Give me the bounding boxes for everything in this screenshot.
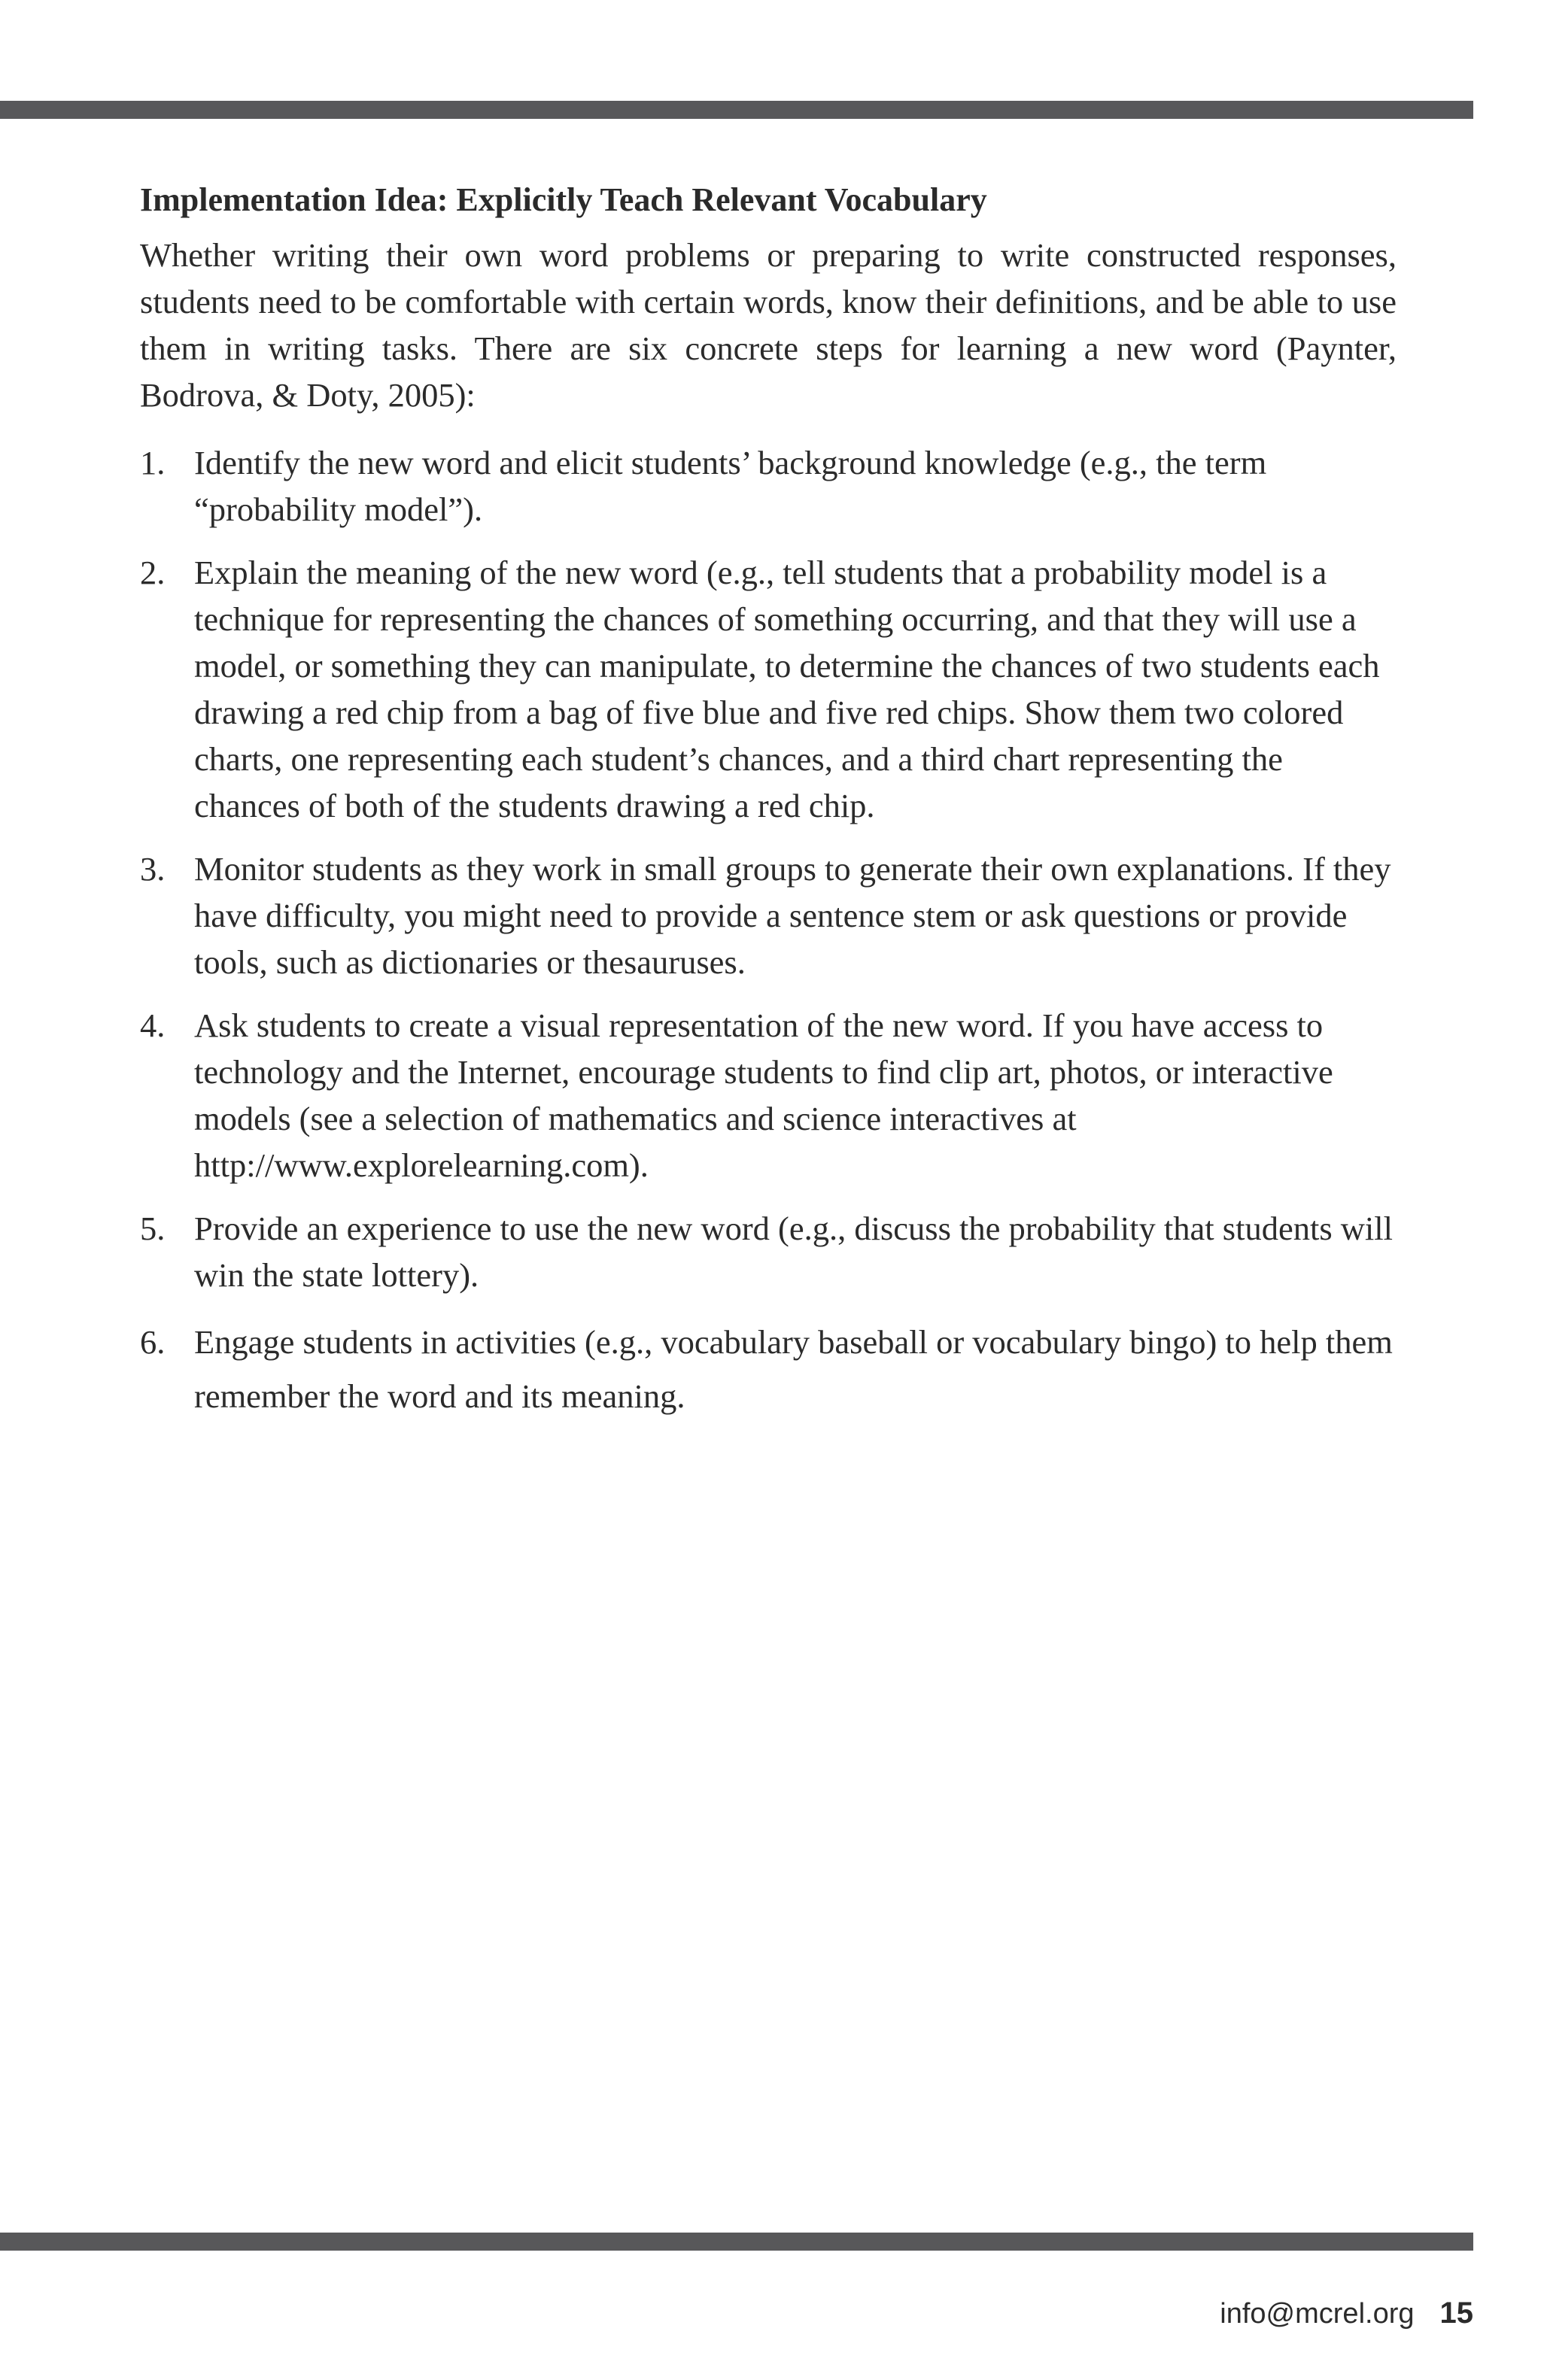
list-item-text: Identify the new word and elicit students’ background knowledge (e.g., the term “probability model”). (194, 444, 1267, 528)
section-heading: Implementation Idea: Explicitly Teach Relevant Vocabulary (140, 181, 987, 218)
intro-paragraph: Whether writing their own word problems or preparing to write constructed responses, students need to be comfortable with certain words, know their definitions, and be able to use them in writing tasks. There are six concrete steps for learning a new word (Paynter, Bodrova, & Doty, 2005): (140, 236, 1397, 414)
list-item (140, 549, 1397, 829)
main-content (140, 178, 1397, 1440)
list-item-text: Monitor students as they work in small groups to generate their own explanations. If they have difficulty, you might need to provide a sentence stem or ask questions or provide tools, such as dictionaries or thesauruses. (194, 850, 1391, 981)
bottom-rule (0, 2233, 1473, 2251)
list-item-text: Ask students to create a visual representation of the new word. If you have access to technology and the Internet, encourage students to find clip art, photos, or interactive models (see a selection of mathematics and science interactives at http://www.explorelearning.com). (194, 1006, 1333, 1184)
footer-email: info@mcrel.org (1220, 2298, 1415, 2330)
list-item-text: Explain the meaning of the new word (e.g., tell students that a probability model is a technique for representing the chances of something occurring, and that they will use a model, or something they can manipulate, to determine the chances of two students each drawing a red chip from a bag of five blue and five red chips. Show them two colored charts, one representing each student’s chances, and a third chart representing the chances of both of the students drawing a red chip. (194, 554, 1380, 824)
list-item-number: 1. (140, 444, 166, 481)
list-item-number: 4. (140, 1006, 166, 1044)
list-item-text: Engage students in activities (e.g., vocabulary baseball or vocabulary bingo) to help them remember the word and its meaning. (194, 1323, 1393, 1415)
list-item-number: 5. (140, 1210, 166, 1247)
list-item-text: Provide an experience to use the new word (e.g., discuss the probability that students will win the state lottery). (194, 1210, 1393, 1294)
steps-list (140, 439, 1397, 1423)
list-item-number: 2. (140, 554, 166, 591)
list-item (140, 1205, 1397, 1298)
list-item-number: 6. (140, 1323, 166, 1361)
list-item (140, 1315, 1397, 1423)
page-number: 15 (1439, 2297, 1473, 2330)
list-item-number: 3. (140, 850, 166, 888)
top-rule (0, 101, 1473, 119)
list-item (140, 1002, 1397, 1188)
list-item (140, 845, 1397, 985)
list-item (140, 439, 1397, 533)
page-footer (1220, 2294, 1473, 2333)
